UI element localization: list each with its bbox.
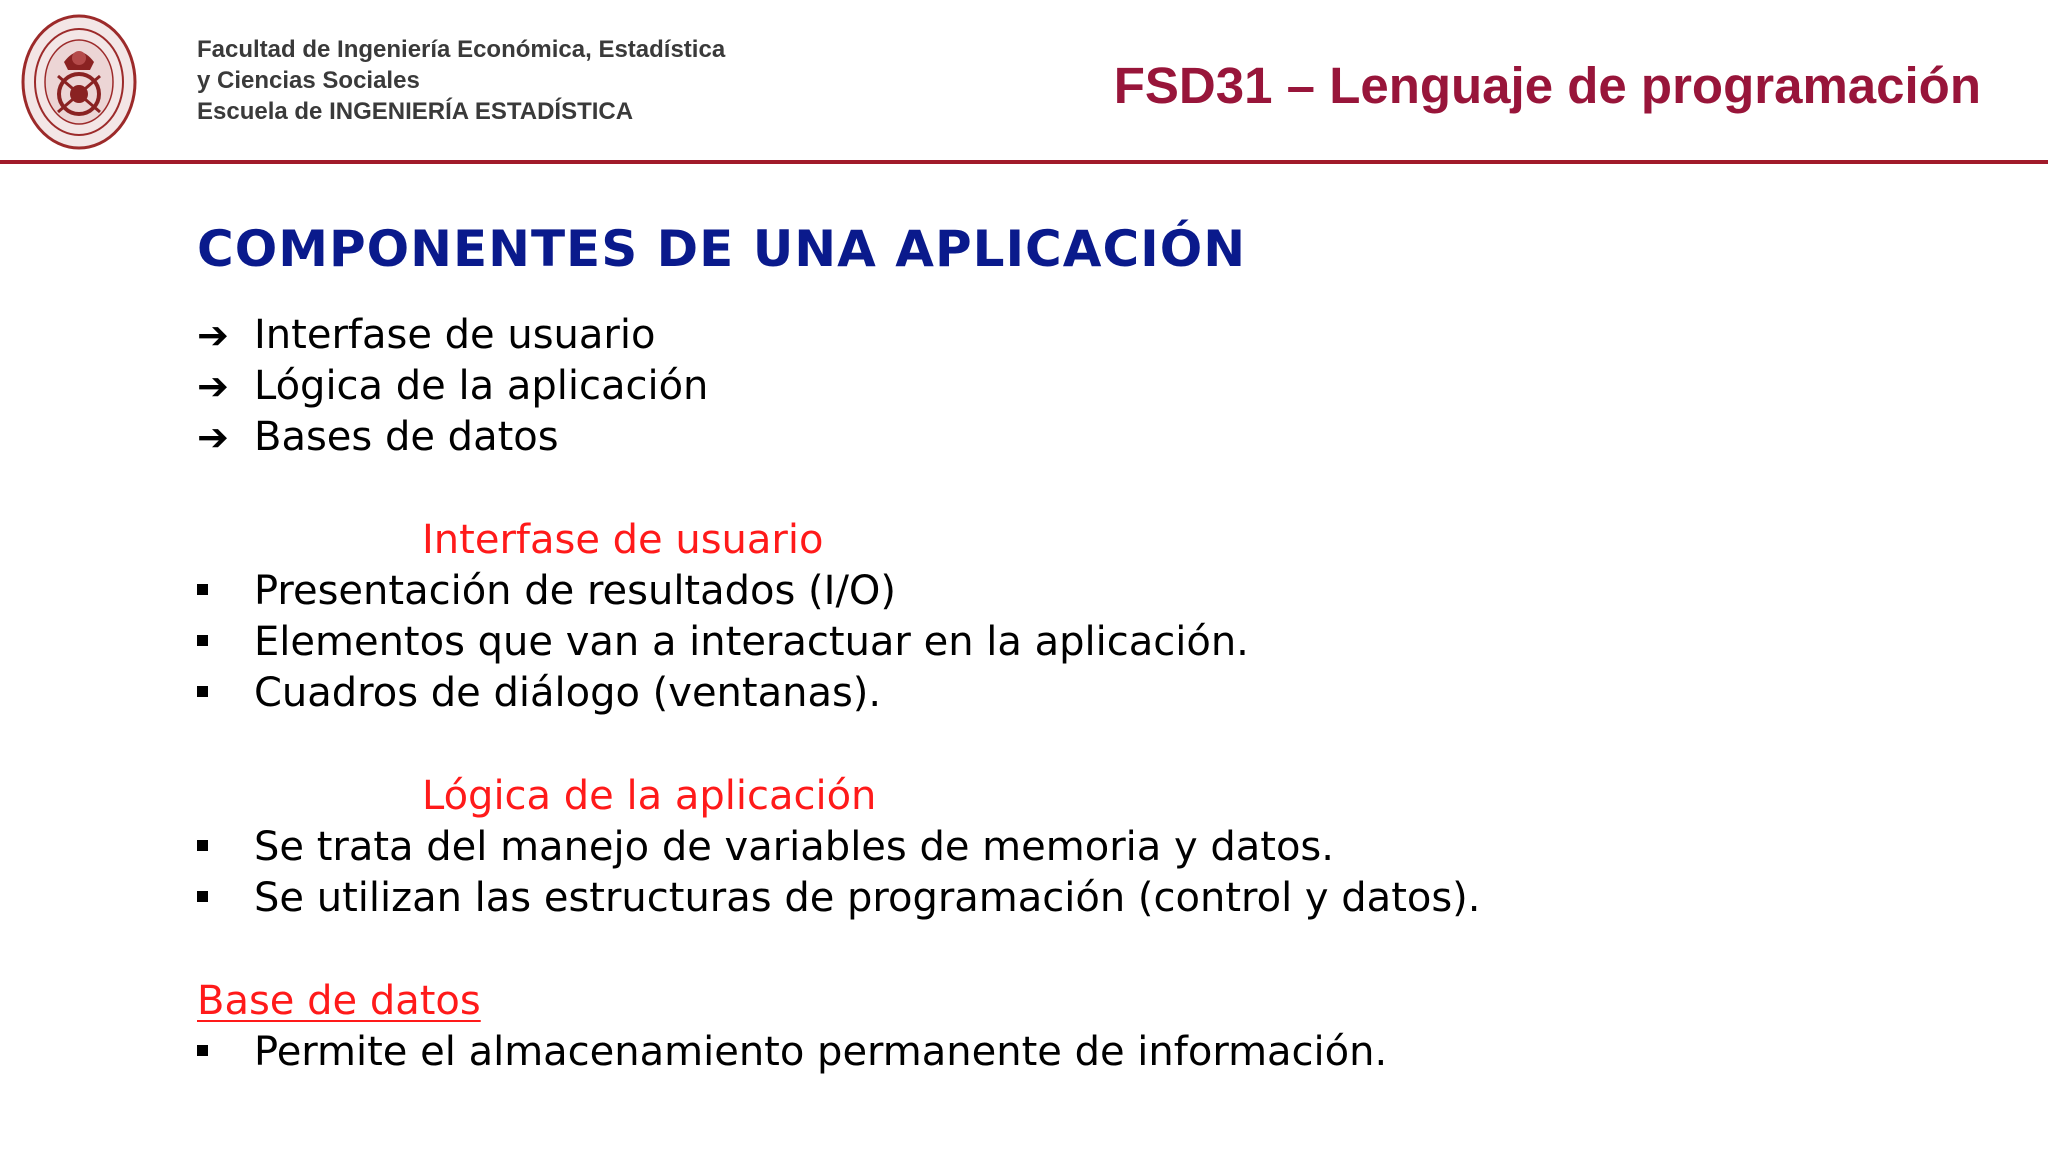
square-bullet-icon xyxy=(197,686,208,697)
square-bullet-icon xyxy=(197,891,208,902)
arrow-item-label: Bases de datos xyxy=(254,414,559,460)
bullet-text: Se utilizan las estructuras de programación (control y datos). xyxy=(254,875,1481,921)
square-bullet-icon xyxy=(197,584,208,595)
section-title-logica: Lógica de la aplicación xyxy=(422,773,877,819)
institution-line: y Ciencias Sociales xyxy=(197,67,420,94)
arrow-list-item xyxy=(197,412,559,462)
section-title-base-de-datos: Base de datos xyxy=(197,978,481,1024)
header-divider xyxy=(0,160,2048,164)
slide-heading: COMPONENTES DE UNA APLICACIÓN xyxy=(197,220,1247,278)
bullet-item xyxy=(197,566,896,616)
bullet-text: Elementos que van a interactuar en la aplicación. xyxy=(254,619,1249,665)
university-seal-icon xyxy=(20,12,138,152)
right-arrow-icon: ➔ xyxy=(197,415,229,459)
right-arrow-icon: ➔ xyxy=(197,313,229,357)
bullet-text: Cuadros de diálogo (ventanas). xyxy=(254,670,882,716)
square-bullet-icon xyxy=(197,635,208,646)
bullet-text: Permite el almacenamiento permanente de información. xyxy=(254,1029,1388,1075)
square-bullet-icon xyxy=(197,840,208,851)
institution-line: Escuela de INGENIERÍA ESTADÍSTICA xyxy=(197,98,634,125)
arrow-item-label: Interfase de usuario xyxy=(254,312,656,358)
bullet-item xyxy=(197,617,1249,667)
bullet-item xyxy=(197,873,1481,923)
arrow-list-item xyxy=(197,361,708,411)
course-title: FSD31 – Lenguaje de programación xyxy=(1113,57,1981,114)
square-bullet-icon xyxy=(197,1045,208,1056)
bullet-text: Se trata del manejo de variables de memoria y datos. xyxy=(254,824,1334,870)
right-arrow-icon: ➔ xyxy=(197,364,229,408)
bullet-item xyxy=(197,668,881,718)
bullet-item xyxy=(197,822,1334,872)
arrow-list-item xyxy=(197,310,655,360)
bullet-item xyxy=(197,1027,1387,1077)
arrow-item-label: Lógica de la aplicación xyxy=(254,363,709,409)
bullet-text: Presentación de resultados (I/O) xyxy=(254,568,897,614)
section-title-interfase: Interfase de usuario xyxy=(422,517,824,563)
institution-line: Facultad de Ingeniería Económica, Estadística xyxy=(197,36,726,63)
institution-name xyxy=(197,34,725,127)
